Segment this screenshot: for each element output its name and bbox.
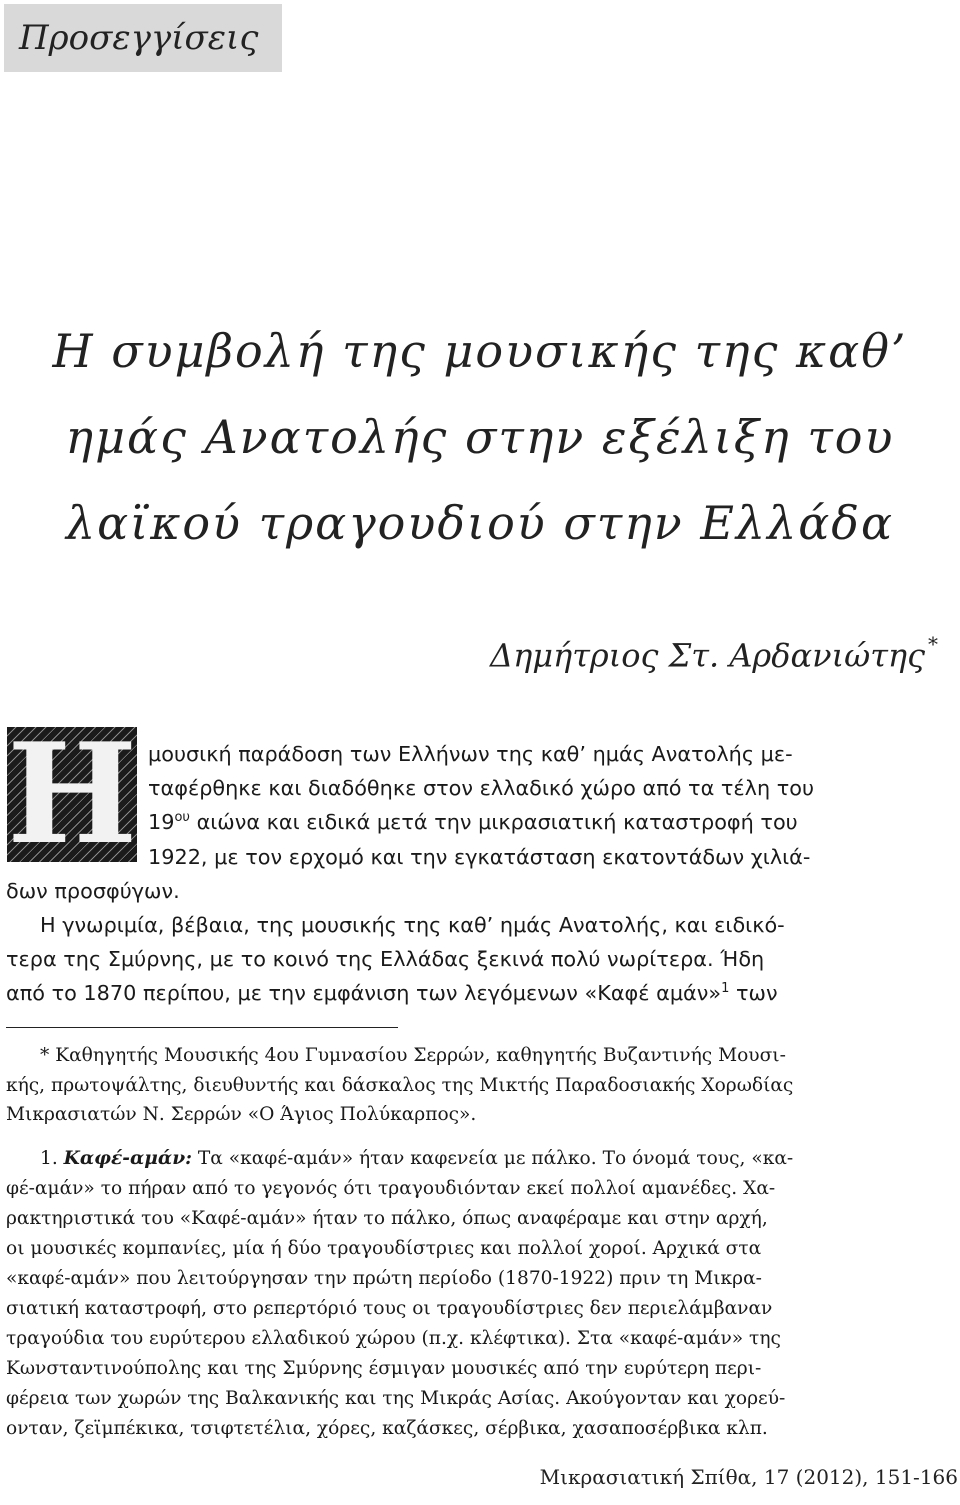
footnote-ref: 1: [721, 981, 730, 996]
footnote-line: κής, πρωτοψάλτης, διευθυντής και δάσκαλος της Μικτής Παραδοσιακής Χορωδίας: [6, 1075, 794, 1096]
article-title: [0, 308, 960, 566]
section-tab: [4, 4, 282, 72]
section-label: Προσεγγίσεις: [19, 18, 259, 58]
body-line: [148, 810, 798, 834]
body-text: αιώνα και ειδικά μετά την μικρασιατική καταστροφή του: [189, 810, 798, 834]
body-line: δων προσφύγων.: [6, 879, 180, 903]
author-byline: [489, 632, 938, 675]
title-line: Η συμβολή της μουσικής της καθ’: [52, 324, 908, 378]
body-line: τερα της Σμύρνης, με το κοινό της Ελλάδας ξεκινά πολύ νωρίτερα. Ήδη: [6, 947, 765, 971]
footnote-term: Καφέ-αμάν:: [63, 1148, 192, 1169]
drop-cap: [7, 727, 137, 862]
author-footnote-mark: *: [928, 632, 938, 656]
century-number: 19: [148, 810, 175, 834]
footnote-line: ρακτηριστικά του «Καφέ-αμάν» ήταν το πάλκο, όπως αναφέραμε και στην αρχή,: [6, 1208, 768, 1229]
footnote-line: «καφέ-αμάν» που λειτούργησαν την πρώτη περίοδο (1870-1922) πριν τη Μικρα-: [6, 1268, 762, 1289]
ordinal-suffix: ου: [174, 810, 190, 825]
footnote-line: * Καθηγητής Μουσικής 4ου Γυμνασίου Σερρών, καθηγητής Βυζαντινής Μουσι-: [40, 1045, 786, 1066]
body-line: Η γνωριμία, βέβαια, της μουσικής της καθ’ ημάς Ανατολής, και ειδικό-: [40, 913, 785, 937]
body-line: [6, 981, 778, 1005]
footnote-line: Μικρασιατών Ν. Σερρών «Ο Άγιος Πολύκαρπος».: [6, 1104, 477, 1125]
drop-cap-letter: Η: [7, 727, 137, 862]
body-text: των: [729, 981, 778, 1005]
footnote-text: Τα «καφέ-αμάν» ήταν καφενεία με πάλκο. Το όνομά τους, «κα-: [191, 1148, 794, 1169]
title-line: λαϊκού τραγουδιού στην Ελλάδα: [65, 496, 895, 550]
body-line: ταφέρθηκε και διαδόθηκε στον ελλαδικό χώρο από τα τέλη του: [148, 776, 815, 800]
footnote-line: φέ-αμάν» το πήραν από το γεγονός ότι τραγουδιόνταν εκεί πολλοί αμανέδες. Χα-: [6, 1178, 776, 1199]
body-text: από το 1870 περίπου, με την εμφάνιση των λεγόμενων «Καφέ αμάν»: [6, 981, 722, 1005]
body-line: 1922, με τον ερχομό και την εγκατάσταση εκατοντάδων χιλιά-: [148, 845, 811, 869]
footnote-line: σιατική καταστροφή, στο ρεπερτόριό τους οι τραγουδίστριες δεν περιελάμβαναν: [6, 1298, 773, 1319]
body-line: μουσική παράδοση των Ελλήνων της καθ’ ημάς Ανατολής με-: [148, 742, 793, 766]
footnote-line: οι μουσικές κομπανίες, μία ή δύο τραγουδίστριες και πολλοί χοροί. Αρχικά στα: [6, 1238, 762, 1259]
footnote-line: [40, 1148, 953, 1169]
footnote-separator: [6, 1027, 398, 1028]
title-line: ημάς Ανατολής στην εξέλιξη του: [65, 410, 895, 464]
footnote-line: Κωνσταντινούπολης και της Σμύρνης έσμιγαν μουσικές από την ευρύτερη περι-: [6, 1358, 762, 1379]
footnote-line: τραγούδια του ευρύτερου ελλαδικού χώρου (π.χ. κλέφτικα). Στα «καφέ-αμάν» της: [6, 1328, 781, 1349]
footnote-line: φέρεια των χωρών της Βαλκανικής και της Μικράς Ασίας. Ακούγονταν και χορεύ-: [6, 1388, 786, 1409]
footnote-number: 1.: [40, 1148, 64, 1169]
journal-citation: Μικρασιατική Σπίθα, 17 (2012), 151-166: [539, 1465, 958, 1489]
author-name: Δημήτριος Στ. Αρδανιώτης: [489, 636, 925, 675]
footnote-line: ονταν, ζεϊμπέκικα, τσιφτετέλια, χόρες, καζάσκες, σέρβικα, χασαποσέρβικα κλπ.: [6, 1418, 768, 1439]
